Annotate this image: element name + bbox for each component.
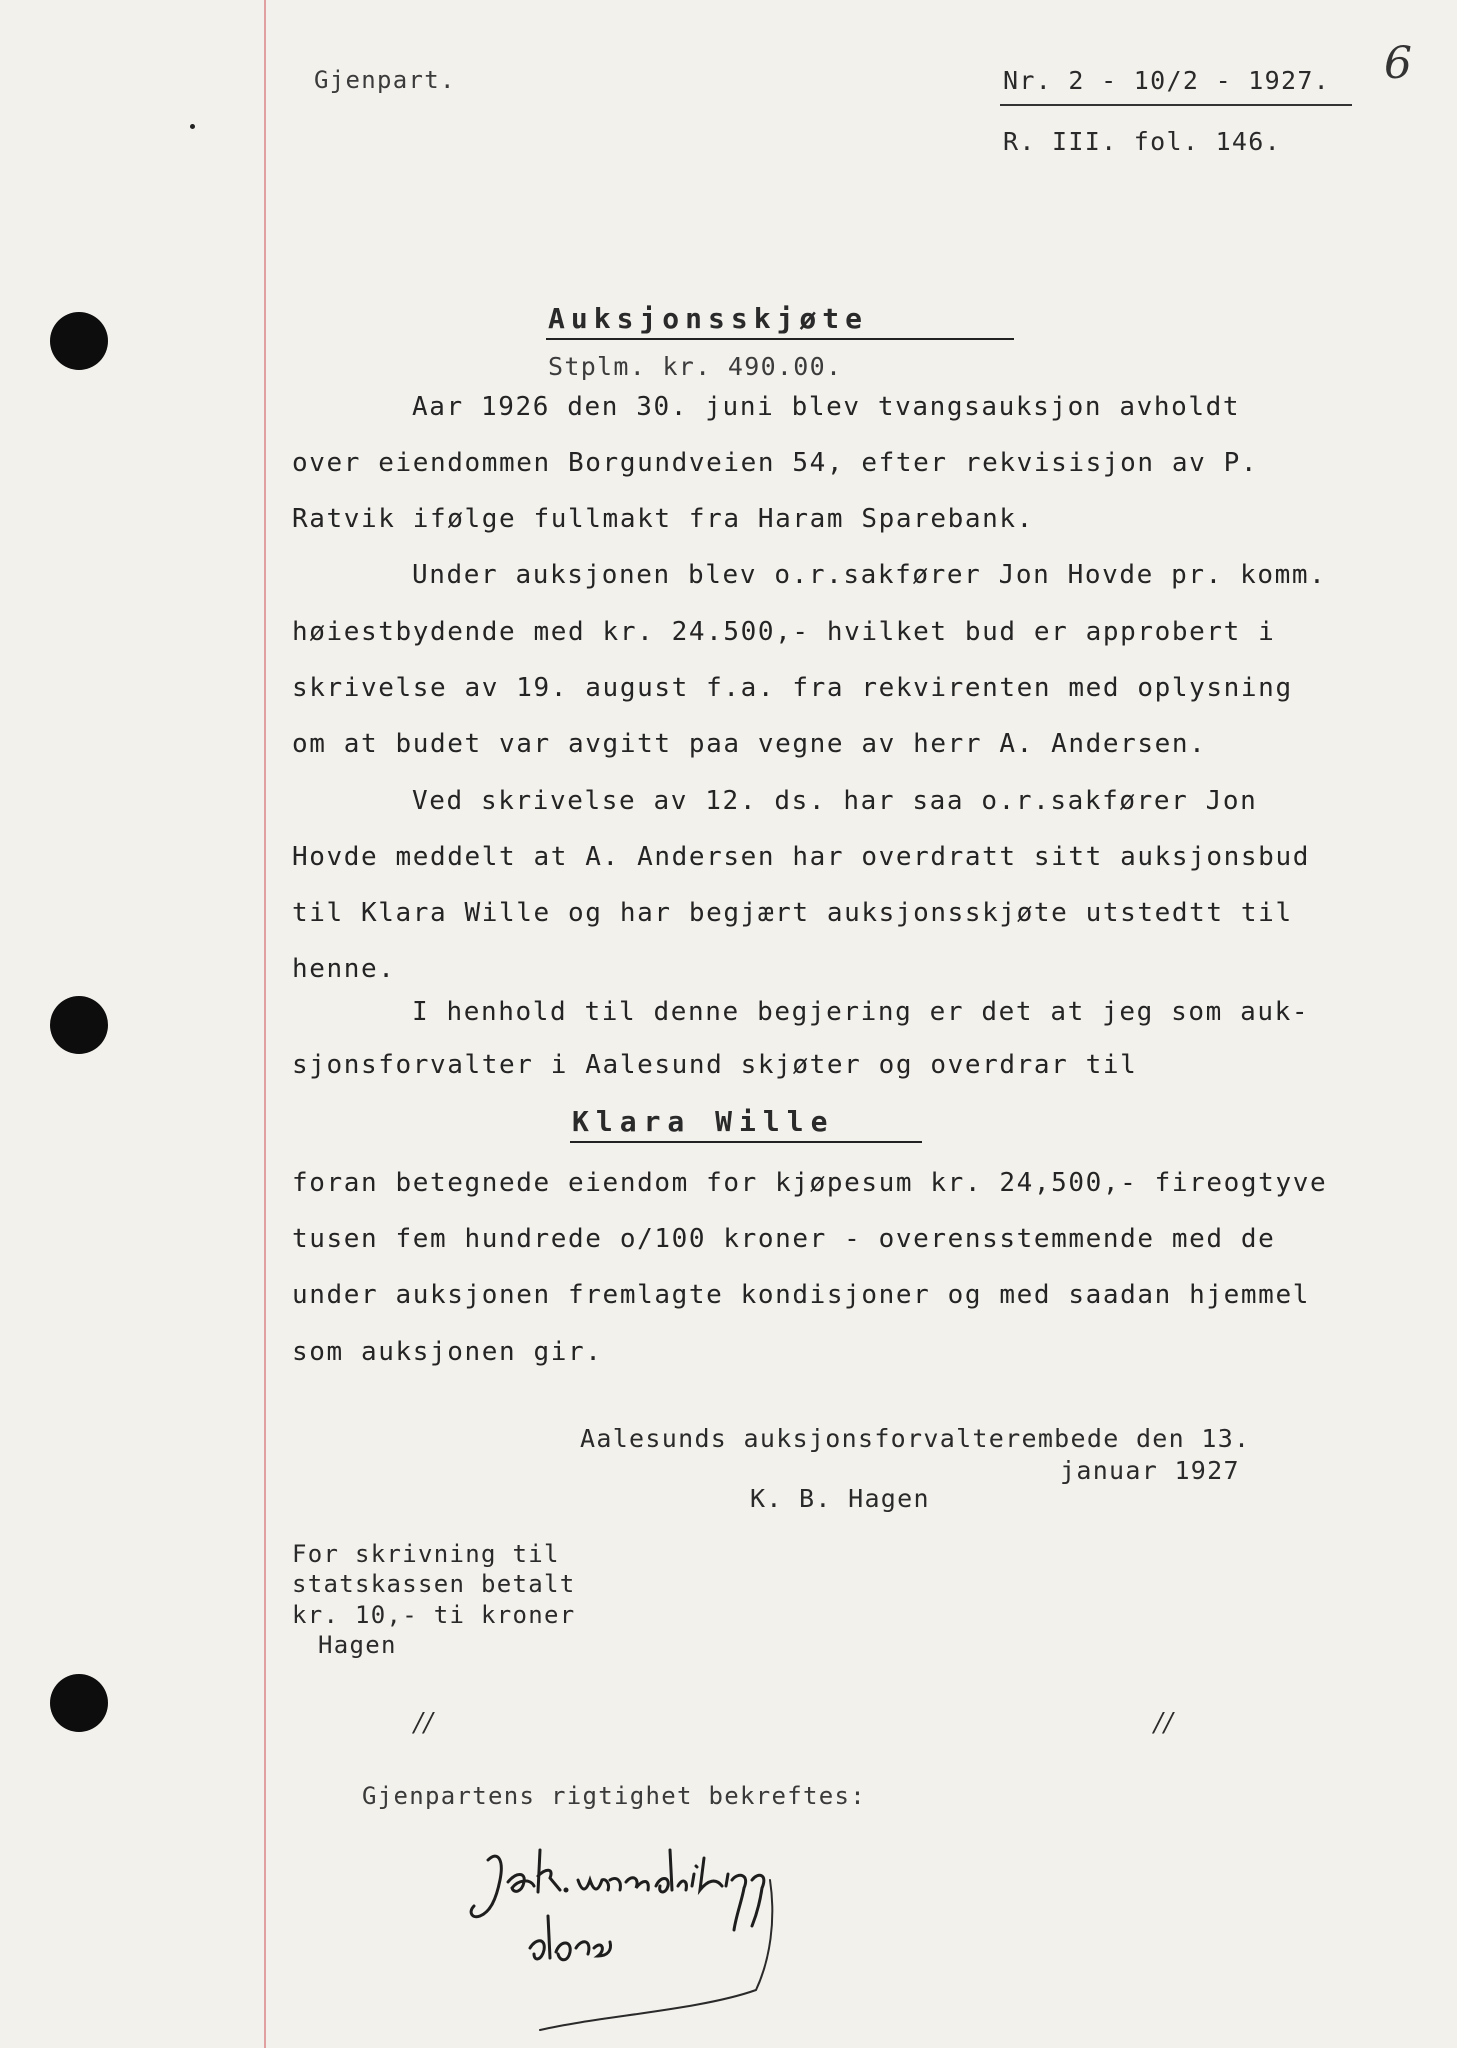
buyer-underline [570,1141,922,1143]
fee-note-line: statskassen betalt [292,1570,576,1598]
closing-line: som auksjonen gir. [292,1337,603,1367]
fee-note-line: For skrivning til [292,1540,560,1568]
check-mark-left: // [414,1708,435,1738]
paragraph-line: Hovde meddelt at A. Andersen har overdratt sitt auksjonsbud [292,842,1310,872]
paragraph-line: Ved skrivelse av 12. ds. har saa o.r.sakfører Jon [412,786,1258,816]
fee-note-line: kr. 10,- ti kroner [292,1601,576,1629]
paragraph-line: henne. [292,954,396,984]
document-title: Auksjonsskjøte [548,302,869,335]
paragraph-line: I henhold til denne begjering er det at jeg som auk- [412,997,1310,1027]
reference-underline [1000,104,1352,106]
title-underline [546,338,1014,340]
signatory-name: K. B. Hagen [750,1484,930,1513]
paragraph-line: om at budet var avgitt paa vegne av herr A. Andersen. [292,729,1207,759]
stamp-duty: Stplm. kr. 490.00. [548,352,843,381]
paragraph-line: skrivelse av 19. august f.a. fra rekvirenten med oplysning [292,673,1293,703]
fee-note-line: Hagen [318,1631,397,1659]
paragraph-line: Under auksjonen blev o.r.sakfører Jon Hovde pr. komm. [412,560,1327,590]
paragraph-line: høiestbydende med kr. 24.500,- hvilket bud er approbert i [292,617,1276,647]
closing-line: under auksjonen fremlagte kondisjoner og med saadan hjemmel [292,1280,1310,1310]
buyer-name: Klara Wille [572,1105,835,1138]
handwritten-signature [460,1820,920,2040]
red-margin-line [264,0,266,2048]
punch-hole [50,996,108,1054]
folio-reference: R. III. fol. 146. [1003,127,1281,156]
signature-date: januar 1927 [1060,1456,1240,1485]
ink-speck [190,124,195,129]
paragraph-line: Ratvik ifølge fullmakt fra Haram Sparebank. [292,504,1034,534]
closing-line: tusen fem hundrede o/100 kroner - overensstemmende med de [292,1224,1276,1254]
signature-place-date: Aalesunds auksjonsforvalterembede den 13. [580,1424,1251,1453]
paragraph-line: sjonsforvalter i Aalesund skjøter og overdrar til [292,1050,1138,1080]
corner-mark: 6 [1384,38,1414,89]
paragraph-line: over eiendommen Borgundveien 54, efter rekvisisjon av P. [292,448,1259,478]
punch-hole [50,312,108,370]
paragraph-line: Aar 1926 den 30. juni blev tvangsauksjon avholdt [412,392,1241,422]
punch-hole [50,1674,108,1732]
check-mark-right: // [1154,1708,1175,1738]
copy-label: Gjenpart. [314,66,456,94]
certification-text: Gjenpartens rigtighet bekreftes: [362,1782,866,1810]
closing-line: foran betegnede eiendom for kjøpesum kr. 24,500,- fireogtyve [292,1168,1328,1198]
reference-number: Nr. 2 - 10/2 - 1927. [1003,66,1331,95]
paragraph-line: til Klara Wille og har begjært auksjonsskjøte utstedtt til [292,898,1293,928]
